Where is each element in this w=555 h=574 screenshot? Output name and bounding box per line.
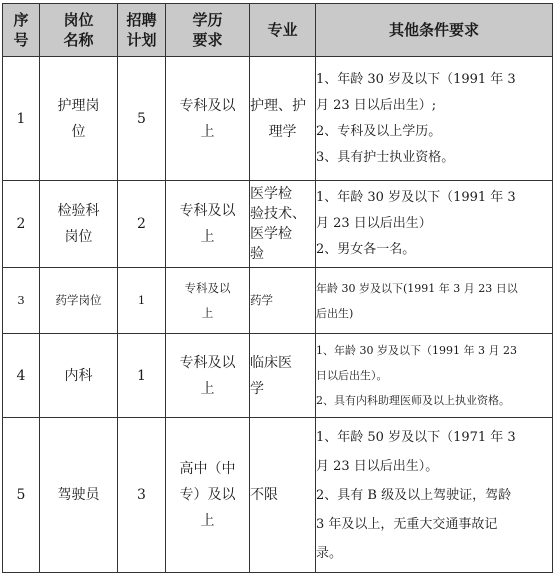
cell-position-name: 护理岗 位 — [40, 57, 118, 181]
cell-serial-number: 3 — [3, 268, 40, 334]
table-row — [3, 268, 553, 334]
table-row — [3, 181, 553, 268]
header-row — [3, 4, 553, 57]
cell-conditions: 1、年龄 50 岁及以下（1971 年 3 月 23 日以后出生）。 2、具有 B 级及以上驾驶证，驾龄 3 年及以上，无重大交通事故记 录。 — [316, 418, 553, 573]
cell-major: 不限 — [250, 418, 316, 573]
cell-serial-number: 2 — [3, 181, 40, 268]
cell-conditions: 1、年龄 30 岁及以下（1991 年 3 月 23 日以后出生） 2、男女各一名。 — [316, 181, 553, 268]
cell-education: 专科及以 上 — [166, 268, 250, 334]
cell-major: 药学 — [250, 268, 316, 334]
recruitment-requirements-table — [2, 3, 553, 573]
cell-recruitment-plan: 5 — [118, 57, 166, 181]
header-education-requirement: 学历 要求 — [166, 4, 250, 57]
cell-serial-number: 5 — [3, 418, 40, 573]
cell-serial-number: 1 — [3, 57, 40, 181]
cell-position-name: 内科 — [40, 334, 118, 418]
table-row — [3, 418, 553, 573]
cell-conditions: 年龄 30 岁及以下(1991 年 3 月 23 日以 后出生) — [316, 268, 553, 334]
cell-position-name: 驾驶员 — [40, 418, 118, 573]
header-major: 专业 — [250, 4, 316, 57]
header-recruitment-plan: 招聘 计划 — [118, 4, 166, 57]
cell-education: 专科及以 上 — [166, 334, 250, 418]
cell-position-name: 药学岗位 — [40, 268, 118, 334]
cell-education: 高中（中 专）及以 上 — [166, 418, 250, 573]
cell-conditions: 1、年龄 30 岁及以下（1991 年 3 月 23 日以后出生）; 2、专科及以上学历。 3、具有护士执业资格。 — [316, 57, 553, 181]
cell-recruitment-plan: 2 — [118, 181, 166, 268]
cell-major: 临床医 学 — [250, 334, 316, 418]
table-row — [3, 57, 553, 181]
cell-recruitment-plan: 1 — [118, 334, 166, 418]
cell-education: 专科及以 上 — [166, 57, 250, 181]
cell-major: 护理、护 理学 — [250, 57, 316, 181]
table-row — [3, 334, 553, 418]
cell-conditions: 1、年龄 30 岁及以下（1991 年 3 月 23 日以后出生）。 2、具有内科助理医师及以上执业资格。 — [316, 334, 553, 418]
cell-education: 专科及以 上 — [166, 181, 250, 268]
header-position-name: 岗位 名称 — [40, 4, 118, 57]
header-other-conditions: 其他条件要求 — [316, 4, 553, 57]
header-serial-number: 序 号 — [3, 4, 40, 57]
cell-major: 医学检 验技术、 医学检 验 — [250, 181, 316, 268]
cell-recruitment-plan: 3 — [118, 418, 166, 573]
cell-position-name: 检验科 岗位 — [40, 181, 118, 268]
cell-recruitment-plan: 1 — [118, 268, 166, 334]
cell-serial-number: 4 — [3, 334, 40, 418]
